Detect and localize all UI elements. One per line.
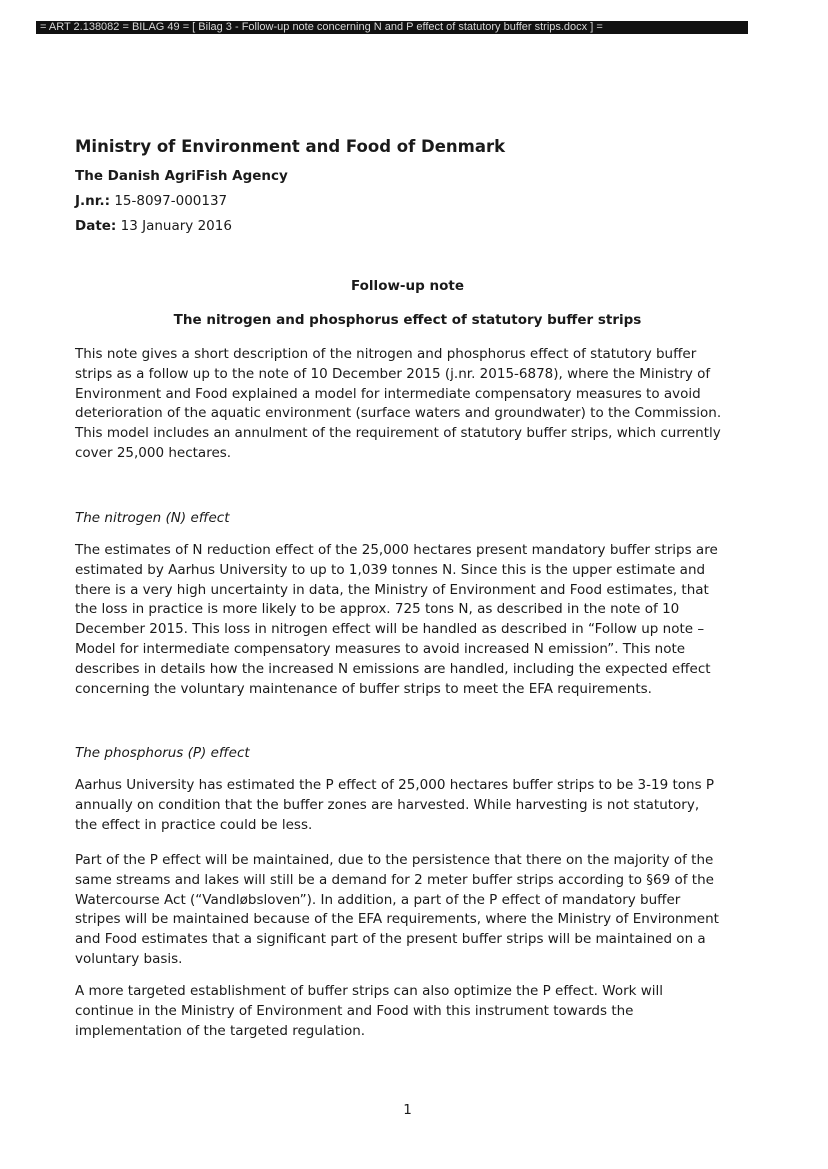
date-value: 13 January 2016 (120, 218, 232, 234)
phosphorus-paragraph-3: A more targeted establishment of buffer strips can also optimize the P effect. Work will continue in the Ministry of Environment and Food with this instrument towards the implementation of the targeted regulation. (75, 983, 664, 1039)
journal-number-label: J.nr.: (75, 193, 111, 209)
nitrogen-paragraph: The estimates of N reduction effect of the 25,000 hectares present mandatory buffer strips are estimated by Aarhus University to up to 1,039 tonnes N. Since this is the upper estimate and there is a very high uncertainty in data, the Ministry of Environment and Food estimates, that the loss in practice is more likely to be approx. 725 tons N, as described in the note of 10 December 2015. This loss in nitrogen effect will be handled as described in “Follow up note – Model for intermediate compensatory measures to avoid increased N emission”. This note describes in details how the increased N emissions are handled, including the expected effect concerning the voluntary maintenance of buffer strips to meet the EFA requirements. (75, 542, 718, 697)
phosphorus-paragraph-1: Aarhus University has estimated the P effect of 25,000 hectares buffer strips to be 3-19 tons P annually on condition that the buffer zones are harvested. While harvesting is not statutory, the effect in practice could be less. (75, 777, 715, 833)
document-date (75, 218, 232, 234)
phosphorus-paragraph-2: Part of the P effect will be maintained, due to the persistence that there on the majority of the same streams and lakes will still be a demand for 2 meter buffer strips according to §69 of the Watercourse Act (“Vandløbsloven”). In addition, a part of the P effect of mandatory buffer stripes will be maintained because of the EFA requirements, where the Ministry of Environment and Food estimates that a significant part of the present buffer strips will be maintained on a voluntary basis. (75, 852, 719, 967)
scan-header-bar: = ART 2.138082 = BILAG 49 = [ Bilag 3 - Follow-up note concerning N and P effect of statutory buffer strips.docx ] = (36, 21, 748, 34)
ministry-heading: Ministry of Environment and Food of Denmark (75, 137, 506, 156)
phosphorus-section-heading: The phosphorus (P) effect (75, 745, 250, 761)
page-number: 1 (403, 1102, 412, 1118)
nitrogen-section-heading: The nitrogen (N) effect (75, 510, 230, 526)
journal-number (75, 193, 227, 209)
agency-name: The Danish AgriFish Agency (75, 168, 288, 184)
date-label: Date: (75, 218, 117, 234)
intro-paragraph: This note gives a short description of the nitrogen and phosphorus effect of statutory buffer strips as a follow up to the note of 10 December 2015 (j.nr. 2015-6878), where the Ministry of Environment and Food explained a model for intermediate compensatory measures to avoid deterioration of the aquatic environment (surface waters and groundwater) to the Commission. This model includes an annulment of the requirement of statutory buffer strips, which currently cover 25,000 hectares. (75, 346, 722, 461)
note-type-heading: Follow-up note (350, 278, 465, 294)
note-subject-heading: The nitrogen and phosphorus effect of statutory buffer strips (173, 312, 642, 328)
journal-number-value: 15-8097-000137 (114, 193, 228, 209)
